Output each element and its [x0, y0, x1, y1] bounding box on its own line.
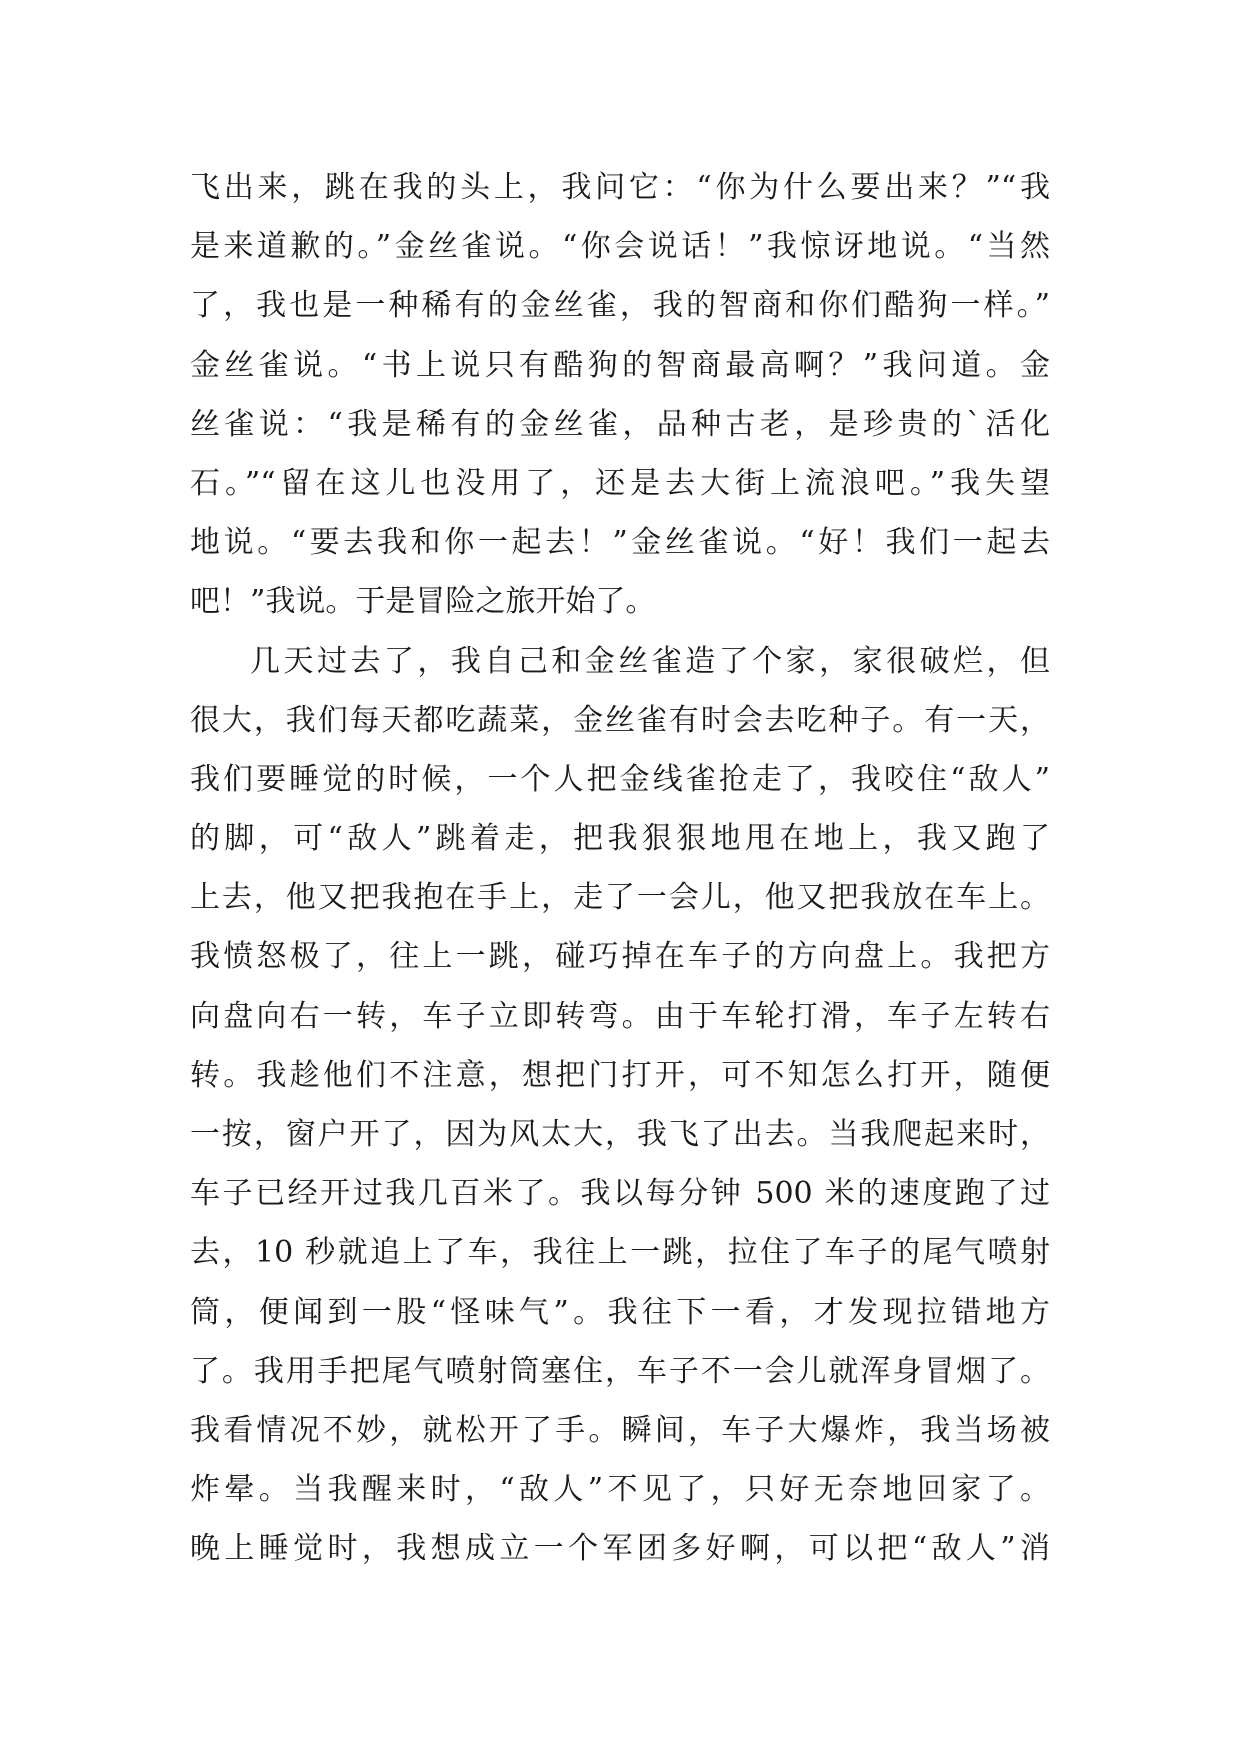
text-line: 转。我趁他们不注意，想把门打开，可不知怎么打开，随便 [190, 1057, 1050, 1093]
text-line: 的脚，可“敌人”跳着走，把我狠狠地甩在地上，我又跑了 [190, 821, 1050, 857]
text-line: 是来道歉的。”金丝雀说。“你会说话！”我惊讶地说。“当然 [190, 229, 1050, 265]
text-line: 吧！”我说。于是冒险之旅开始了。 [190, 584, 656, 620]
text-line: 晚上睡觉时，我想成立一个军团多好啊，可以把“敌人”消 [190, 1531, 1050, 1567]
text-line: 我们要睡觉的时候，一个人把金线雀抢走了，我咬住“敌人” [190, 761, 1050, 797]
text-line: 金丝雀说。“书上说只有酷狗的智商最高啊？”我问道。金 [190, 347, 1050, 383]
text-line: 炸晕。当我醒来时，“敌人”不见了，只好无奈地回家了。 [190, 1472, 1050, 1508]
text-line: 几天过去了，我自己和金丝雀造了个家，家很破烂，但 [250, 643, 1050, 679]
text-line: 去，10 秒就追上了车，我往上一跳，拉住了车子的尾气喷射 [190, 1235, 1050, 1271]
text-line: 我愤怒极了，往上一跳，碰巧掉在车子的方向盘上。我把方 [190, 939, 1050, 975]
paragraph-1 [190, 158, 1050, 632]
text-line: 飞出来，跳在我的头上，我问它：“你为什么要出来？”“我 [190, 170, 1050, 205]
paragraph-2 [190, 632, 1050, 1579]
text-line: 了，我也是一种稀有的金丝雀，我的智商和你们酷狗一样。” [190, 288, 1050, 324]
text-line: 车子已经开过我几百米了。我以每分钟 500 米的速度跑了过 [190, 1176, 1050, 1212]
text-line: 很大，我们每天都吃蔬菜，金丝雀有时会去吃种子。有一天， [190, 702, 1050, 738]
text-line: 地说。“要去我和你一起去！”金丝雀说。“好！我们一起去 [190, 525, 1050, 561]
text-line: 向盘向右一转，车子立即转弯。由于车轮打滑，车子左转右 [190, 998, 1050, 1034]
text-line: 一按，窗户开了，因为风太大，我飞了出去。当我爬起来时， [190, 1117, 1050, 1152]
text-line: 丝雀说：“我是稀有的金丝雀，品种古老，是珍贵的`活化 [190, 406, 1050, 442]
document-body [190, 158, 1050, 1579]
text-line: 上去，他又把我抱在手上，走了一会儿，他又把我放在车上。 [190, 880, 1050, 916]
text-line: 石。”“留在这儿也没用了，还是去大街上流浪吧。”我失望 [190, 465, 1050, 501]
text-line: 我看情况不妙，就松开了手。瞬间，车子大爆炸，我当场被 [190, 1412, 1050, 1448]
text-line: 了。我用手把尾气喷射筒塞住，车子不一会儿就浑身冒烟了。 [190, 1353, 1050, 1389]
text-line: 筒，便闻到一股“怪味气”。我往下一看，才发现拉错地方 [190, 1294, 1050, 1330]
